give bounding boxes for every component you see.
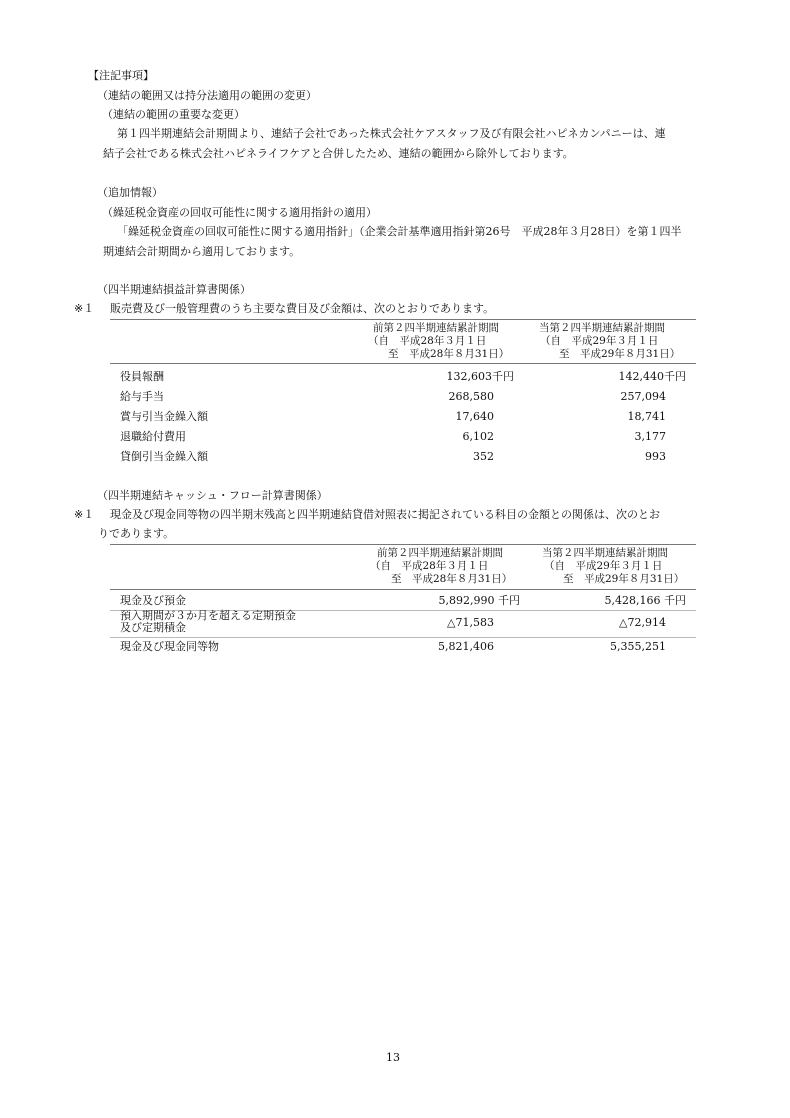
pl-col2-header-line2: （自 平成29年３月１日 bbox=[540, 335, 659, 347]
scope-change-body-line2: 結子会社である株式会社ハピネライフケアと合併したため、連結の範囲から除外しております。 bbox=[103, 147, 574, 160]
pl-col2-header-line3: 至 平成29年８月31日） bbox=[559, 348, 681, 360]
pl-row-label: 賞与引当金繰入額 bbox=[120, 410, 208, 423]
cf-col2-header-line1: 当第２四半期連結累計期間 bbox=[542, 547, 668, 559]
cf-col1-header-line1: 前第２四半期連結累計期間 bbox=[377, 547, 503, 559]
pl-col1-header-line2: （自 平成28年３月１日 bbox=[368, 335, 487, 347]
pl-col1-header-line3: 至 平成28年８月31日） bbox=[388, 348, 510, 360]
scope-change-title: （連結の範囲又は持分法適用の範囲の変更） bbox=[97, 89, 317, 102]
pl-row-prev-value: 17,640 bbox=[455, 410, 494, 423]
additional-info-body-line2: 期連結会計期間から適用しております。 bbox=[103, 245, 301, 258]
cf-col2-header-line2: （自 平成29年３月１日 bbox=[544, 560, 663, 572]
pl-col1-header-line1: 前第２四半期連結累計期間 bbox=[373, 322, 499, 334]
pl-row-prev-value: 6,102 bbox=[462, 430, 494, 443]
scope-change-subtitle: （連結の範囲の重要な変更） bbox=[102, 108, 245, 121]
pl-section-title: （四半期連結損益計算書関係） bbox=[97, 283, 251, 296]
pl-row-label: 貸倒引当金繰入額 bbox=[120, 450, 208, 463]
cf-table-header-rule bbox=[110, 589, 696, 590]
cf-col1-header-line2: （自 平成28年３月１日 bbox=[370, 560, 489, 572]
cf-row-divider bbox=[110, 637, 696, 638]
pl-row-curr-value: 257,094 bbox=[620, 390, 666, 403]
scope-change-body-line1: 第１四半期連結会計期間より、連結子会社であった株式会社ケアスタッフ及び有限会社ハピネカンパニーは、連 bbox=[117, 127, 666, 140]
cf-row-prev-value: 5,821,406 bbox=[438, 640, 494, 653]
cf-col1-header-line3: 至 平成28年８月31日） bbox=[391, 573, 513, 585]
cf-row-prev-value: △71,583 bbox=[447, 616, 494, 629]
pl-table-top-rule bbox=[110, 319, 696, 320]
additional-info-body-line1: 「繰延税金資産の回収可能性に関する適用指針」（企業会計基準適用指針第26号 平成28年３月28日）を第１四半 bbox=[117, 225, 682, 238]
pl-col2-header-line1: 当第２四半期連結累計期間 bbox=[539, 322, 665, 334]
cf-table-top-rule bbox=[110, 544, 696, 545]
pl-row-prev-value: 268,580 bbox=[448, 390, 494, 403]
cf-note-text-line1: 現金及び現金同等物の四半期末残高と四半期連結貸借対照表に掲記されている科目の金額との関係は、次のとお bbox=[110, 508, 660, 521]
page-number: 13 bbox=[386, 1051, 400, 1064]
additional-info-subtitle: （繰延税金資産の回収可能性に関する適用指針の適用） bbox=[102, 206, 377, 219]
pl-note-mark: ※１ bbox=[74, 302, 95, 315]
cf-row-label: 現金及び預金 bbox=[120, 594, 186, 607]
cf-row-label: 預入期間が３か月を超える定期預金 bbox=[120, 609, 296, 622]
cf-row-curr-value: △72,914 bbox=[619, 616, 666, 629]
pl-row-label: 退職給付費用 bbox=[120, 430, 186, 443]
cf-row-curr-value: 5,355,251 bbox=[610, 640, 666, 653]
pl-row-prev-value: 132,603千円 bbox=[446, 370, 514, 383]
cf-note-text-line2: りであります。 bbox=[98, 527, 175, 540]
pl-note-text: 販売費及び一般管理費のうち主要な費目及び金額は、次のとおりであります。 bbox=[110, 302, 495, 315]
cf-row-prev-value: 5,892,990 千円 bbox=[438, 594, 520, 607]
pl-row-label: 給与手当 bbox=[120, 390, 164, 403]
additional-info-title: （追加情報） bbox=[97, 186, 163, 199]
cf-section-title: （四半期連結キャッシュ・フロー計算書関係） bbox=[97, 489, 328, 502]
pl-table-header-rule bbox=[110, 363, 696, 364]
cf-row-label: 現金及び現金同等物 bbox=[120, 640, 219, 653]
pl-row-prev-value: 352 bbox=[473, 450, 494, 463]
pl-row-curr-value: 3,177 bbox=[634, 430, 666, 443]
pl-row-curr-value: 993 bbox=[645, 450, 666, 463]
pl-row-curr-value: 18,741 bbox=[627, 410, 666, 423]
cf-col2-header-line3: 至 平成29年８月31日） bbox=[563, 573, 685, 585]
pl-row-label: 役員報酬 bbox=[120, 370, 164, 383]
cf-note-mark: ※１ bbox=[74, 508, 95, 521]
notes-heading: 【注記事項】 bbox=[88, 69, 154, 82]
cf-row-curr-value: 5,428,166 千円 bbox=[604, 594, 686, 607]
cf-row-label-line2: 及び定期積金 bbox=[120, 621, 186, 634]
pl-row-curr-value: 142,440千円 bbox=[618, 370, 686, 383]
